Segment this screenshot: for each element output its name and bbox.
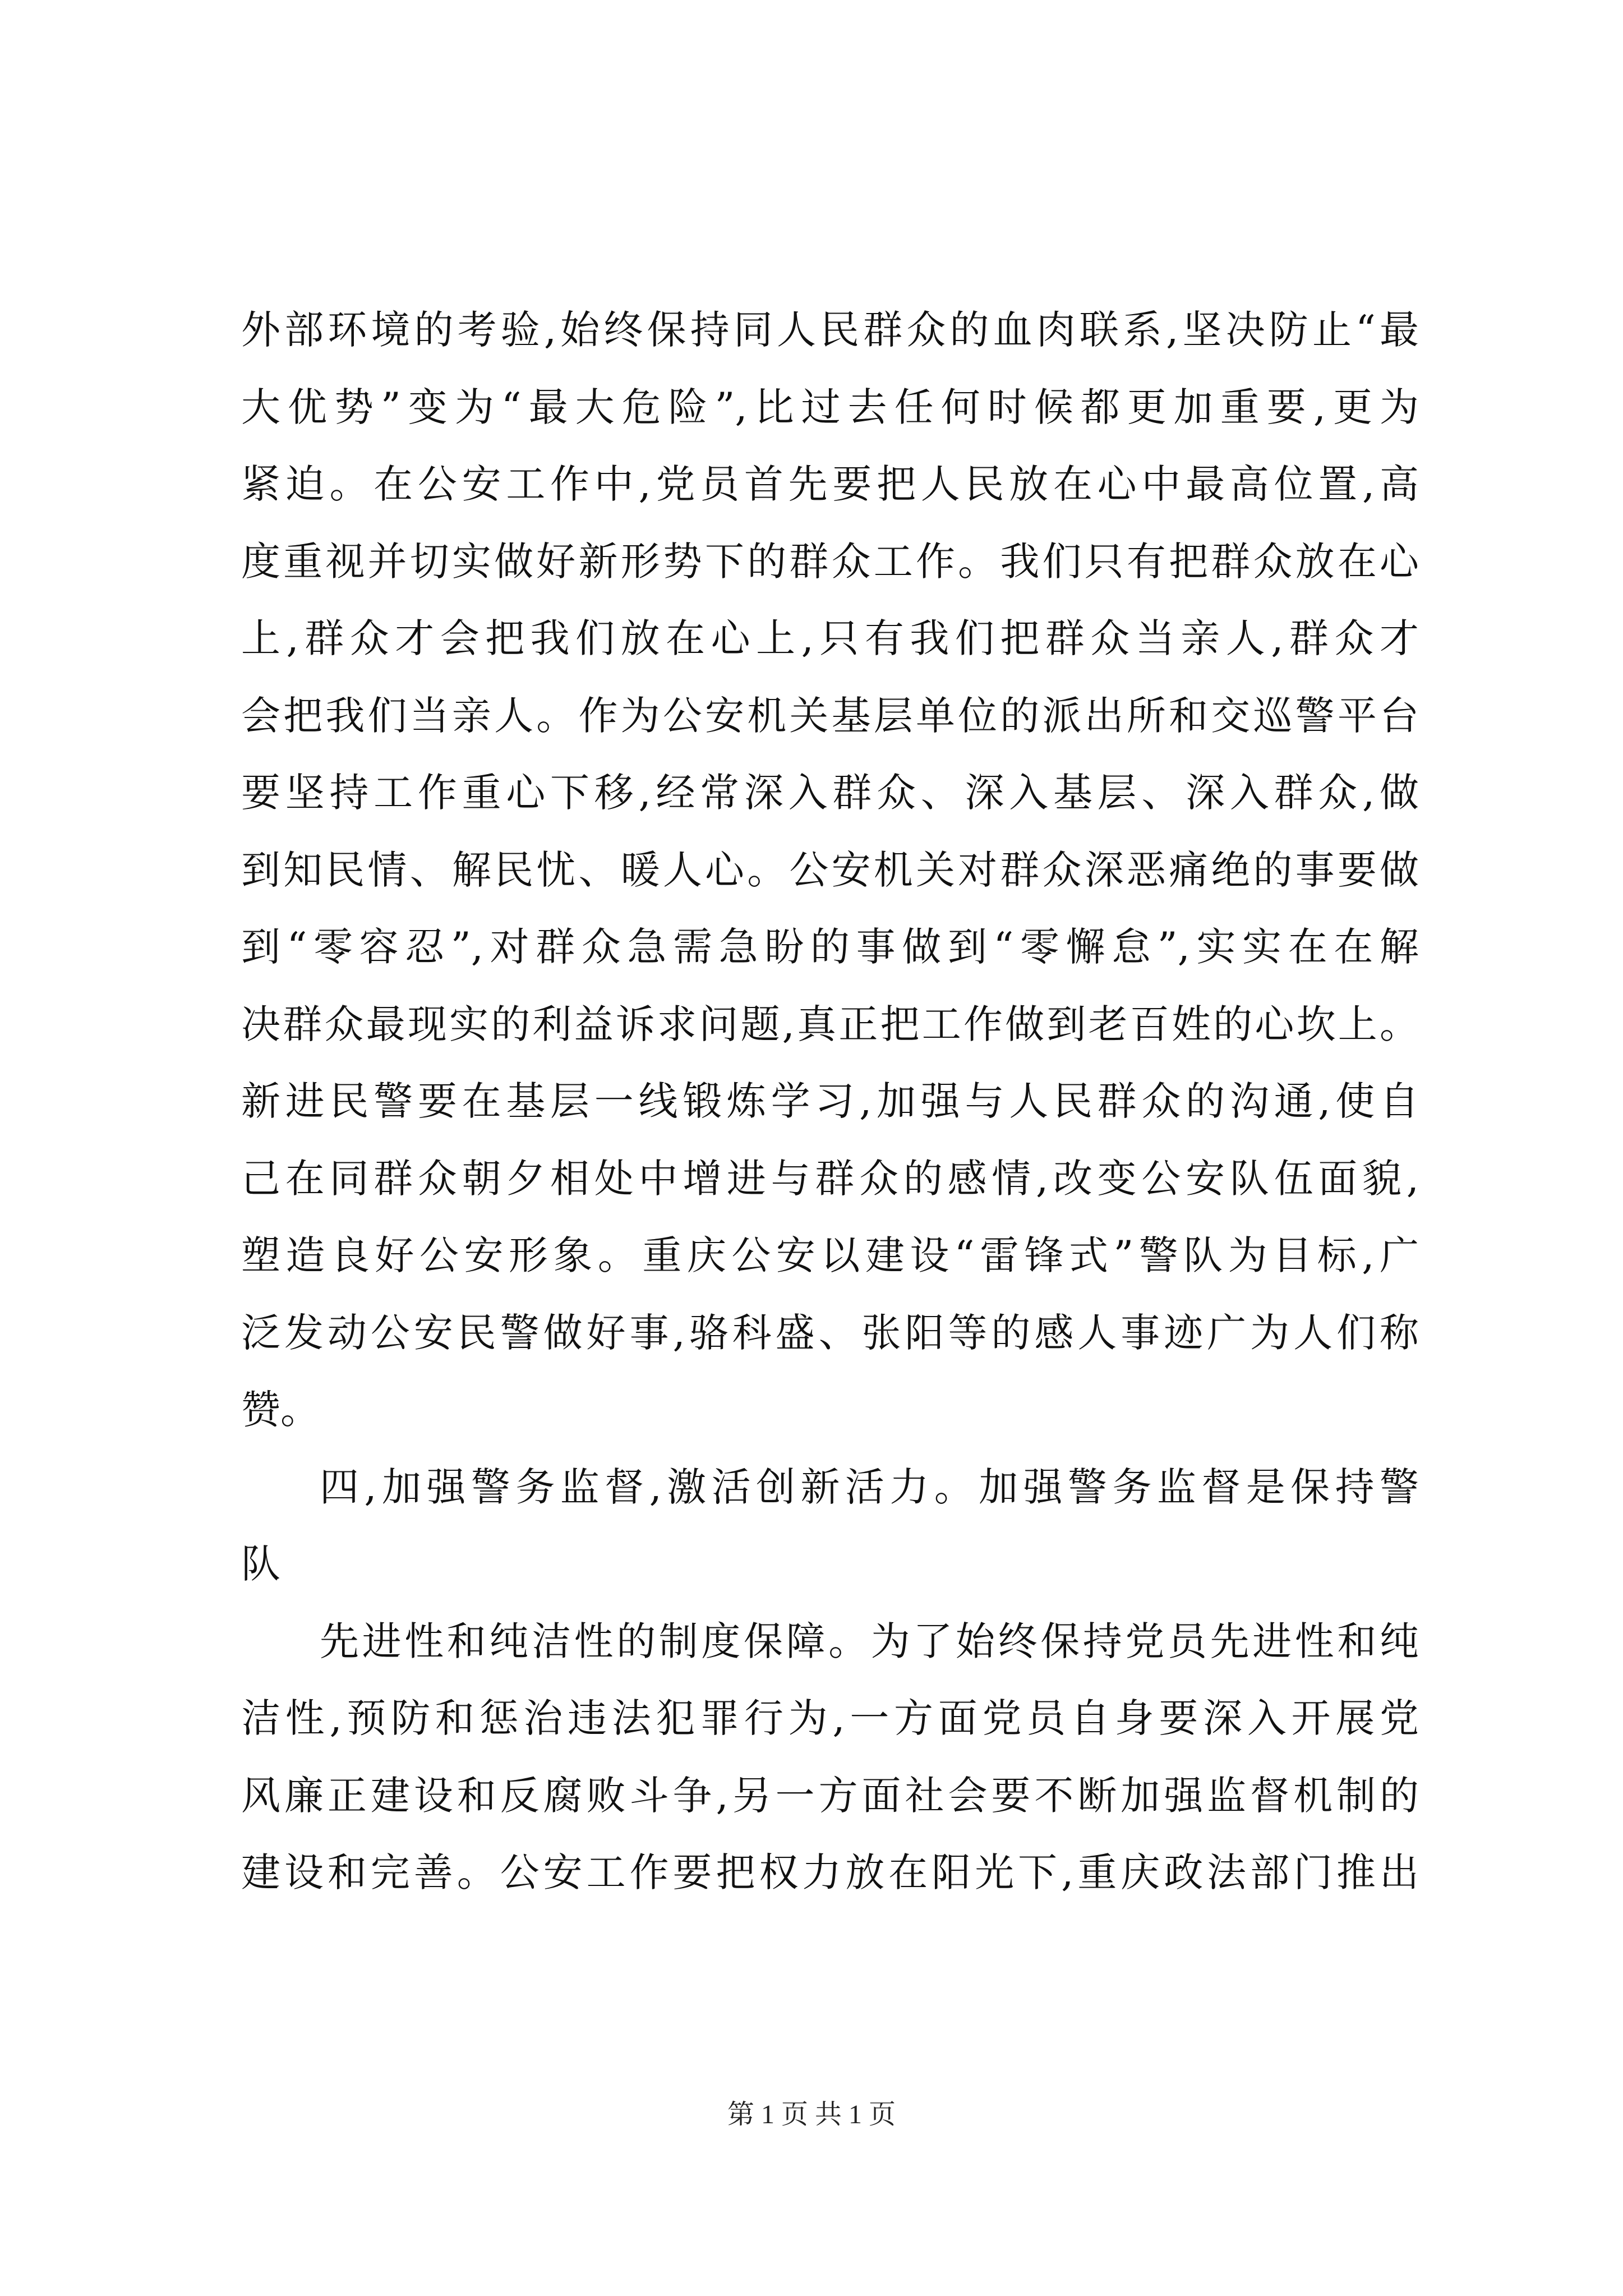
section-heading-line: 四,加强警务监督,激活创新活力。加强警务监督是保持警: [320, 1464, 1419, 1510]
body-text: [241, 292, 1419, 1912]
text-line: 紧迫。在公安工作中,党员首先要把人民放在心中最高位置,高: [241, 461, 1419, 507]
text-line: 要坚持工作重心下移,经常深入群众、深入基层、深入群众,做: [241, 770, 1419, 816]
text-line: 度重视并切实做好新形势下的群众工作。我们只有把群众放在心: [241, 538, 1419, 585]
page-footer: 第 1 页 共 1 页: [727, 2100, 896, 2129]
text-line: 上,群众才会把我们放在心上,只有我们把群众当亲人,群众才: [241, 615, 1419, 661]
text-line: 新进民警要在基层一线锻炼学习,加强与人民群众的沟通,使自: [241, 1078, 1419, 1124]
text-line: 洁性,预防和惩治违法犯罪行为,一方面党员自身要深入开展党: [241, 1695, 1419, 1741]
text-line: 队: [241, 1541, 280, 1587]
text-line: 塑造良好公安形象。重庆公安以建设“雷锋式”警队为目标,广: [241, 1232, 1419, 1278]
text-line: 决群众最现实的利益诉求问题,真正把工作做到老百姓的心坎上。: [241, 1001, 1419, 1047]
text-line: 赞。: [241, 1387, 320, 1433]
paragraph-start-line: 先进性和纯洁性的制度保障。为了始终保持党员先进性和纯: [320, 1618, 1419, 1664]
text-line: 到知民情、解民忧、暖人心。公安机关对群众深恶痛绝的事要做: [241, 846, 1419, 893]
text-line: 大优势”变为“最大危险”,比过去任何时候都更加重要,更为: [241, 384, 1419, 430]
text-line: 外部环境的考验,始终保持同人民群众的血肉联系,坚决防止“最: [241, 307, 1419, 353]
text-line: 到“零容忍”,对群众急需急盼的事做到“零懈怠”,实实在在解: [241, 924, 1419, 970]
text-line: 己在同群众朝夕相处中增进与群众的感情,改变公安队伍面貌,: [241, 1155, 1419, 1202]
text-line: 建设和完善。公安工作要把权力放在阳光下,重庆政法部门推出: [241, 1849, 1419, 1895]
text-line: 泛发动公安民警做好事,骆科盛、张阳等的感人事迹广为人们称: [241, 1309, 1419, 1356]
text-line: 会把我们当亲人。作为公安机关基层单位的派出所和交巡警平台: [241, 692, 1419, 739]
text-line: 风廉正建设和反腐败斗争,另一方面社会要不断加强监督机制的: [241, 1772, 1419, 1819]
